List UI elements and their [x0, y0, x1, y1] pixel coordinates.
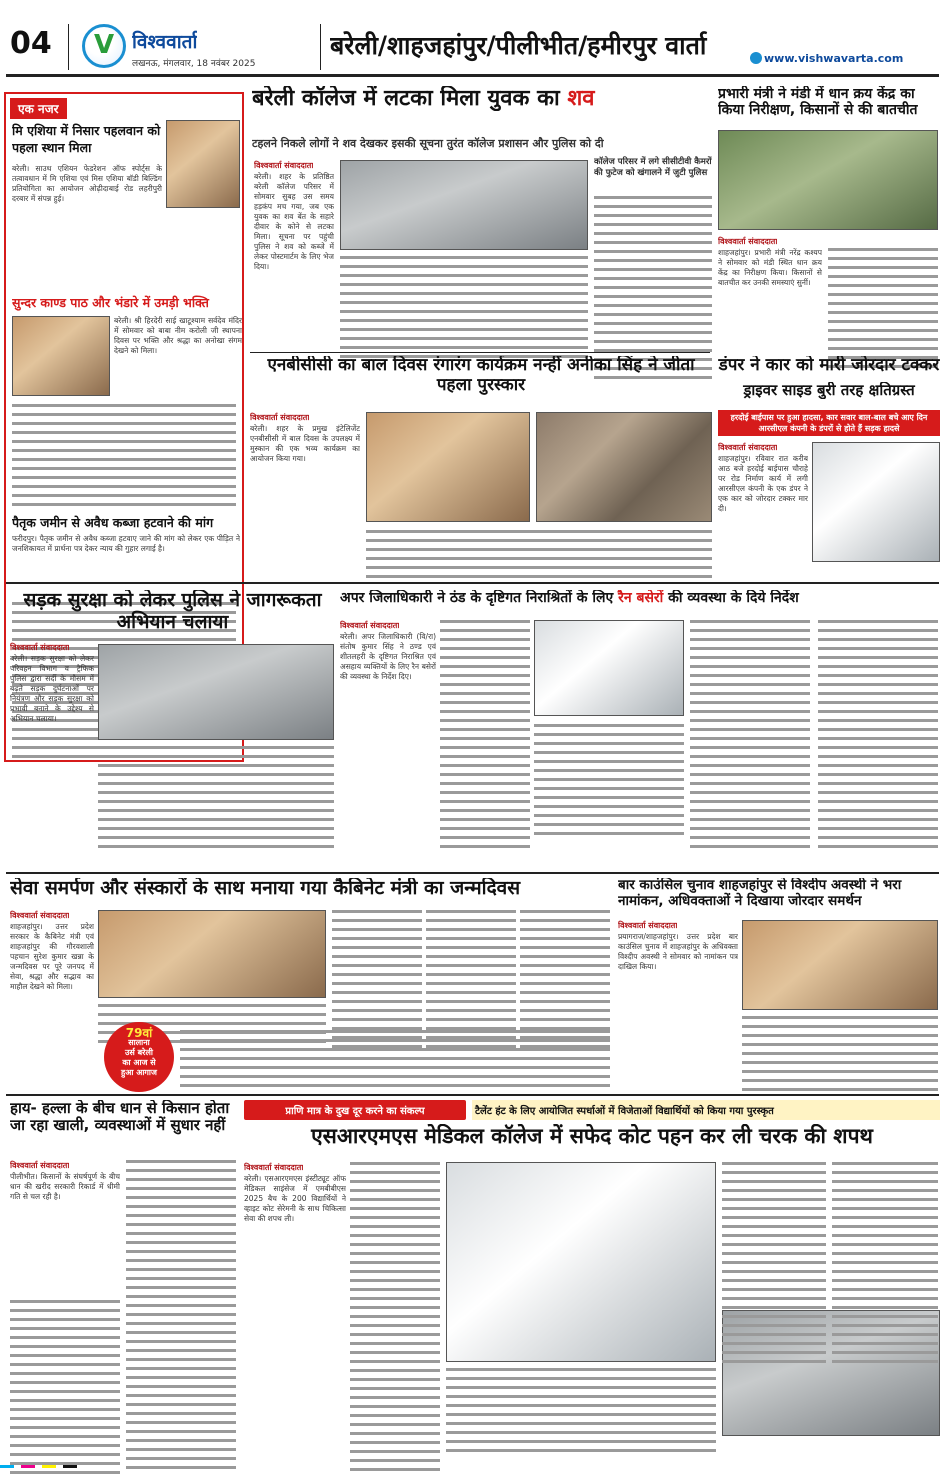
lead-headline-text: बरेली कॉलेज में लटका मिला युवक का	[252, 86, 560, 111]
lead-photo	[340, 160, 588, 250]
shelter-headline-accent: रैन बसेरों	[618, 590, 664, 606]
road-safety-body: बरेली। सड़क सुरक्षा को लेकर परिवहन विभाग व ट्रैफिक पुलिस द्वारा सर्दी के मौसम में बढ़ते सड़क दुर्घटनाओं पर नियंत्रण और सड़क सुरक्षा को प्रभावी बनाने के उद्देश्य से अभियान चलाया।	[10, 654, 94, 723]
nazar-item-2-body: बरेली। श्री हिरदेरी साई खाटूश्याम सर्वदेव मंदिर में सोमवार को बाबा नीम करोली जी स्थापना दिवस पर भक्ति और श्रद्धा का अनोखा संगम देखने को मिला।	[114, 316, 242, 355]
shelter-headline	[340, 590, 940, 606]
cyan-swatch	[0, 1465, 14, 1468]
road-safety-headline: सड़क सुरक्षा को लेकर पुलिस ने जागरूकता अभियान चलाया	[23, 590, 322, 633]
dateline: लखनऊ, मंगलवार, 18 नवंबर 2025	[132, 59, 256, 69]
dumper-body: शाहजहांपुर। रविवार रात करीब आठ बजे हरदोई बाईपास चौराहे पर रोड निर्माण कार्य में लगी आरसीएल कंपनी के एक डंपर ने एक कार को जोरदार टक्कर मार दी।	[718, 454, 808, 513]
bar-council-photo	[742, 920, 938, 1010]
dhan-body: पीलीभीत। किसानों के संघर्षपूर्ण के बीच धान की खरीद सरकारी रिकार्ड में धीमी गति से चल रही है।	[10, 1172, 120, 1201]
lead-body: बरेली। शहर के प्रतिष्ठित बरेली कॉलेज परिसर में सोमवार सुबह उस समय हड़कंप मच गया, जब एक युवक का शव बेंत के सहारे दीवार के कोने से लटका मिला। सूचना पर पहुंची पुलिस ने शव को कब्जे में लेकर पोस्टमार्टम के लिए भेज दिया।	[254, 172, 334, 271]
yellow-swatch	[42, 1465, 56, 1468]
shelter-photo	[534, 620, 684, 716]
dhan-byline: विश्ववार्ता संवाददाता	[10, 1161, 70, 1170]
urs-badge-line2: सालाना	[128, 1038, 150, 1047]
registration-marks	[0, 1458, 945, 1468]
ncc-body: बरेली। शहर के प्रमुख इंटेलिजेंट एनबीसीसी में बाल दिवस के उपलक्ष्य में मुस्कान की एक भव्य कार्यक्रम का आयोजन किया गया।	[250, 424, 360, 463]
bar-council-headline: बार काउंसिल चुनाव शाहजहांपुर से विश्दीप अवस्थी ने भरा नामांकन, अधिवक्ताओं ने दिखाया जोरदार समर्थन	[618, 878, 902, 909]
ncc-byline: विश्ववार्ता संवाददाता	[250, 413, 310, 422]
urs-badge	[104, 1022, 174, 1092]
birthday-photo	[98, 910, 326, 998]
damaged-car-photo	[812, 442, 940, 562]
road-safety-byline: विश्ववार्ता संवाददाता	[10, 643, 70, 652]
ncc-headline: एनबीसीसी का बाल दिवस रंगारंग कार्यक्रम नन्हीं अनीका सिंह ने जीता पहला पुरस्कार	[267, 356, 695, 395]
minister-headline: प्रभारी मंत्री ने मंडी में धान क्रय केंद्र का किया निरीक्षण, किसानों से की बातचीत	[718, 86, 918, 119]
birthday-headline: सेवा समर्पण और संस्कारों के साथ मनाया गया कैबिनेट मंत्री का जन्मदिवस	[10, 878, 521, 899]
lead-headline-accent: शव	[567, 86, 595, 111]
dumper-headline-2: ड्राइवर साइड बुरी तरह क्षतिग्रस्त	[743, 382, 915, 399]
nazar-item-1-body: बरेली। साउथ एशियन फेडरेशन ऑफ स्पोर्ट्स के तत्वावधान में मि एशिया एवं मिस एशिया बॉडी बिल्डिंग प्रतियोगिता का आयोजन ओढ़ीदाबाई रोड लहरीपुरी दरबार में संपन्न हुई।	[12, 164, 162, 203]
dumper-headline-1: डंपर ने कार को मारी जोरदार टक्कर	[718, 356, 940, 375]
medical-headline: एसआरएमएस मेडिकल कॉलेज में सफेद कोट पहन कर ली चरक की शपथ	[311, 1124, 873, 1148]
edition-title: बरेली/शाहजहांपुर/पीलीभीत/हमीरपुर वार्ता	[330, 31, 707, 60]
ek-nazar-tag: एक नजर	[10, 98, 67, 119]
website-link[interactable]: www.vishwavarta.com	[764, 52, 904, 65]
lead-subhead: टहलने निकले लोगों ने शव देखकर इसकी सूचना तुरंत कॉलेज प्रशासन और पुलिस को दी	[252, 137, 604, 150]
lead-byline: विश्ववार्ता संवाददाता	[254, 161, 314, 170]
magenta-swatch	[21, 1465, 35, 1468]
urs-badge-line1: 79वां	[125, 1026, 153, 1040]
page-number: 04	[10, 26, 52, 61]
section-rule-3	[6, 1094, 939, 1096]
masthead-divider-2	[320, 24, 321, 70]
dhan-headline: हाय- हल्ला के बीच धान से किसान होता जा रहा खाली, व्यवस्थाओं में सुधार नहीं	[10, 1100, 230, 1135]
road-safety-photo	[98, 644, 334, 740]
black-swatch	[63, 1465, 77, 1468]
rule	[250, 352, 710, 353]
brand-logo-v-icon: V	[94, 30, 115, 60]
nazar-item-1-title: मि एशिया में निसार पहलवान को पहला स्थान मिला	[12, 123, 161, 155]
medical-body: बरेली। एसआरएमएस इंस्टीट्यूट ऑफ मेडिकल साइंसेज में एमबीबीएस 2025 बैच के 200 विद्यार्थियों ने व्हाइट कोट सेरेमनी के साथ चिकित्सा सेवा की शपथ ली।	[244, 1174, 346, 1223]
lead-headline	[252, 86, 712, 111]
nazar-item-3-title: पैतृक जमीन से अवैध कब्जा हटवाने की मांग	[12, 515, 214, 530]
medical-byline: विश्ववार्ता संवाददाता	[244, 1163, 304, 1172]
medical-photo-1	[446, 1162, 716, 1362]
globe-icon	[750, 52, 762, 64]
bar-council-byline: विश्ववार्ता संवाददाता	[618, 921, 678, 930]
section-rule	[6, 582, 939, 584]
urs-badge-line3: उर्स बरेली	[125, 1048, 153, 1057]
nazar-item-2-title: सुन्दर काण्ड पाठ और भंडारे में उमड़ी भक्ति	[12, 295, 209, 310]
masthead-divider	[68, 24, 69, 70]
nazar-item-3-body: फरीदपुर। पैतृक जमीन से अवैध कब्जा हटवाए जाने की मांग को लेकर एक पीड़ित ने जनशिकायत में प्रार्थना पत्र देकर न्याय की गुहार लगाई है।	[12, 534, 240, 553]
ncc-photo-2	[536, 412, 712, 522]
dumper-banner: हरदोई बाईपास पर हुआ हादसा, कार सवार बाल-बाल बचे आए दिन आरसीएल कंपनी के डंपरों से होते हैं सड़क हादसे	[718, 410, 940, 436]
ncc-photo-1	[366, 412, 530, 522]
masthead-rule	[6, 74, 939, 77]
bottom-blue-tag: टैलेंट हंट के लिए आयोजित स्पर्धाओं में विजेताओं विद्यार्थियों को किया गया पुरस्कृत	[472, 1100, 940, 1120]
brand-name: विश्ववार्ता	[132, 31, 198, 53]
section-rule-2	[6, 872, 939, 874]
urs-badge-line4: का आज से	[122, 1058, 156, 1067]
minister-body: शाहजहांपुर। प्रभारी मंत्री नरेंद्र कश्यप ने सोमवार को मंडी स्थित धान क्रय केंद्र का निरीक्षण किया। किसानों से बातचीत कर उनकी समस्याएं सुनीं।	[718, 248, 822, 287]
shelter-headline-tail: की व्यवस्था के दिये निर्देश	[668, 590, 799, 606]
bar-council-body: प्रयागराज/शाहजहांपुर। उत्तर प्रदेश बार काउंसिल चुनाव में शाहजहांपुर के अधिवक्ता विश्दीप अवस्थी ने सोमवार को नामांकन पत्र दाखिल किया।	[618, 932, 738, 971]
shelter-byline: विश्ववार्ता संवाददाता	[340, 621, 400, 630]
shelter-body: बरेली। अपर जिलाधिकारी (वि/रा) संतोष कुमार सिंह ने ठण्ड एवं शीतलहरी के दृष्टिगत निराश्रित एवं असहाय व्यक्तियों के लिए रैन बसेरों की व्यवस्था के निर्देश दिए।	[340, 632, 436, 681]
shelter-headline-text: अपर जिलाधिकारी ने ठंड के दृष्टिगत निराश्रितों के लिए	[340, 590, 614, 606]
bottom-red-tag: प्राणि मात्र के दुख दूर करने का संकल्प	[244, 1100, 466, 1120]
bodybuilder-photo	[166, 120, 240, 208]
minister-photo	[718, 130, 938, 230]
birthday-byline: विश्ववार्ता संवाददाता	[10, 911, 70, 920]
minister-byline: विश्ववार्ता संवाददाता	[718, 237, 778, 246]
lead-pullquote: कॉलेज परिसर में लगे सीसीटीवी कैमरों की फुटेज को खंगालने में जुटी पुलिस	[594, 157, 712, 178]
birthday-body: शाहजहांपुर। उत्तर प्रदेश सरकार के कैबिनेट मंत्री एवं शाहजहांपुर की गौरवशाली पहचान सुरेश कुमार खन्ना के जन्मदिवस पर पूरे जनपद में सेवा, श्रद्धा और सद्भाव का माहौल देखने को मिला।	[10, 922, 94, 991]
dumper-byline: विश्ववार्ता संवाददाता	[718, 443, 778, 452]
bhakti-photo	[12, 316, 110, 396]
urs-badge-line5: हुआ आगाज	[121, 1068, 157, 1077]
